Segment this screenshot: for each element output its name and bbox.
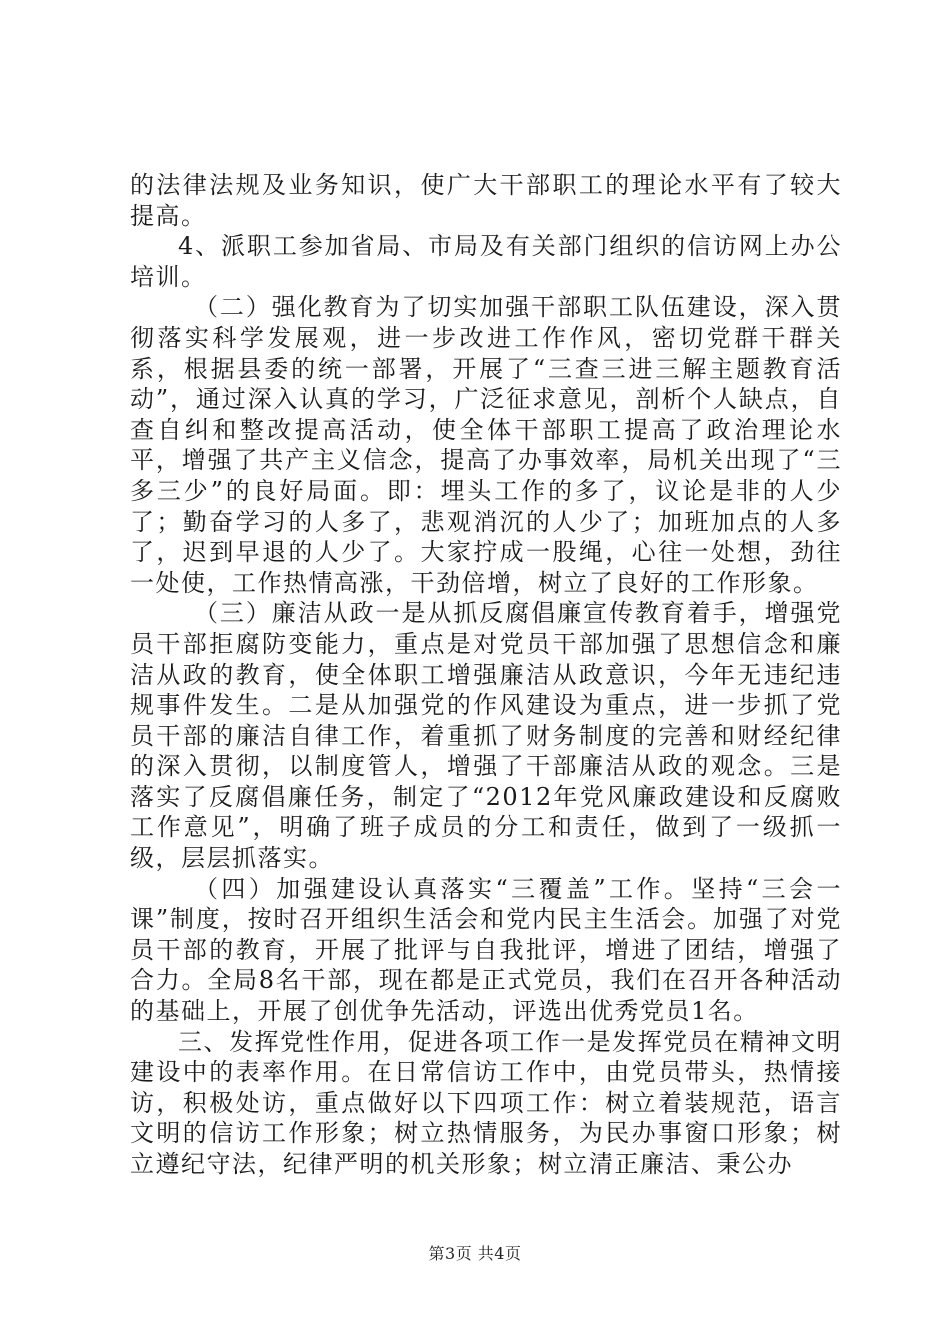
document-body bbox=[130, 170, 842, 1180]
page-number-footer: 第3页 共4页 bbox=[428, 1244, 522, 1263]
paragraph-section-2: （二）强化教育为了切实加强干部职工队伍建设，深入贯彻落实科学发展观，进一步改进工作作风，密切党群干群关系，根据县委的统一部署，开展了“三查三进三解主题教育活动”，通过深入认真的学习，广泛征求意见，剖析个人缺点，自查自纠和整改提高活动，使全体干部职工提高了政治理论水平，增强了共产主义信念，提高了办事效率，局机关出现了“三多三少”的良好局面。即：埋头工作的多了，议论是非的人少了；勤奋学习的人多了，悲观消沉的人少了；加班加点的人多了，迟到早退的人少了。大家拧成一股绳，心往一处想，劲往一处使，工作热情高涨，干劲倍增，树立了良好的工作形象。 bbox=[130, 293, 842, 597]
paragraph-section-4: （四）加强建设认真落实“三覆盖”工作。坚持“三会一课”制度，按时召开组织生活会和党内民主生活会。加强了对党员干部的教育，开展了批评与自我批评，增进了团结，增强了合力。全局8名干部，现在都是正式党员，我们在召开各种活动的基础上，开展了创优争先活动，评选出优秀党员1名。 bbox=[130, 874, 842, 1026]
paragraph-continuation: 的法律法规及业务知识，使广大干部职工的理论水平有了较大提高。 bbox=[130, 171, 842, 230]
paragraph-part-3: 三、发挥党性作用，促进各项工作一是发挥党员在精神文明建设中的表率作用。在日常信访工作中，由党员带头，热情接访，积极处访，重点做好以下四项工作：树立着装规范，语言文明的信访工作形象；树立热情服务，为民办事窗口形象；树立遵纪守法，纪律严明的机关形象；树立清正廉洁、秉公办 bbox=[130, 1027, 842, 1178]
paragraph-item-4: 4、派职工参加省局、市局及有关部门组织的信访网上办公培训。 bbox=[130, 232, 842, 291]
paragraph-section-3: （三）廉洁从政一是从抓反腐倡廉宣传教育着手，增强党员干部拒腐防变能力，重点是对党员干部加强了思想信念和廉洁从政的教育，使全体职工增强廉洁从政意识，今年无违纪违规事件发生。二是从加强党的作风建设为重点，进一步抓了党员干部的廉洁自律工作，着重抓了财务制度的完善和财经纪律的深入贯彻，以制度管人，增强了干部廉洁从政的观念。三是落实了反腐倡廉任务，制定了“2012年党风廉政建设和反腐败工作意见”，明确了班子成员的分工和责任，做到了一级抓一级，层层抓落实。 bbox=[130, 599, 842, 873]
